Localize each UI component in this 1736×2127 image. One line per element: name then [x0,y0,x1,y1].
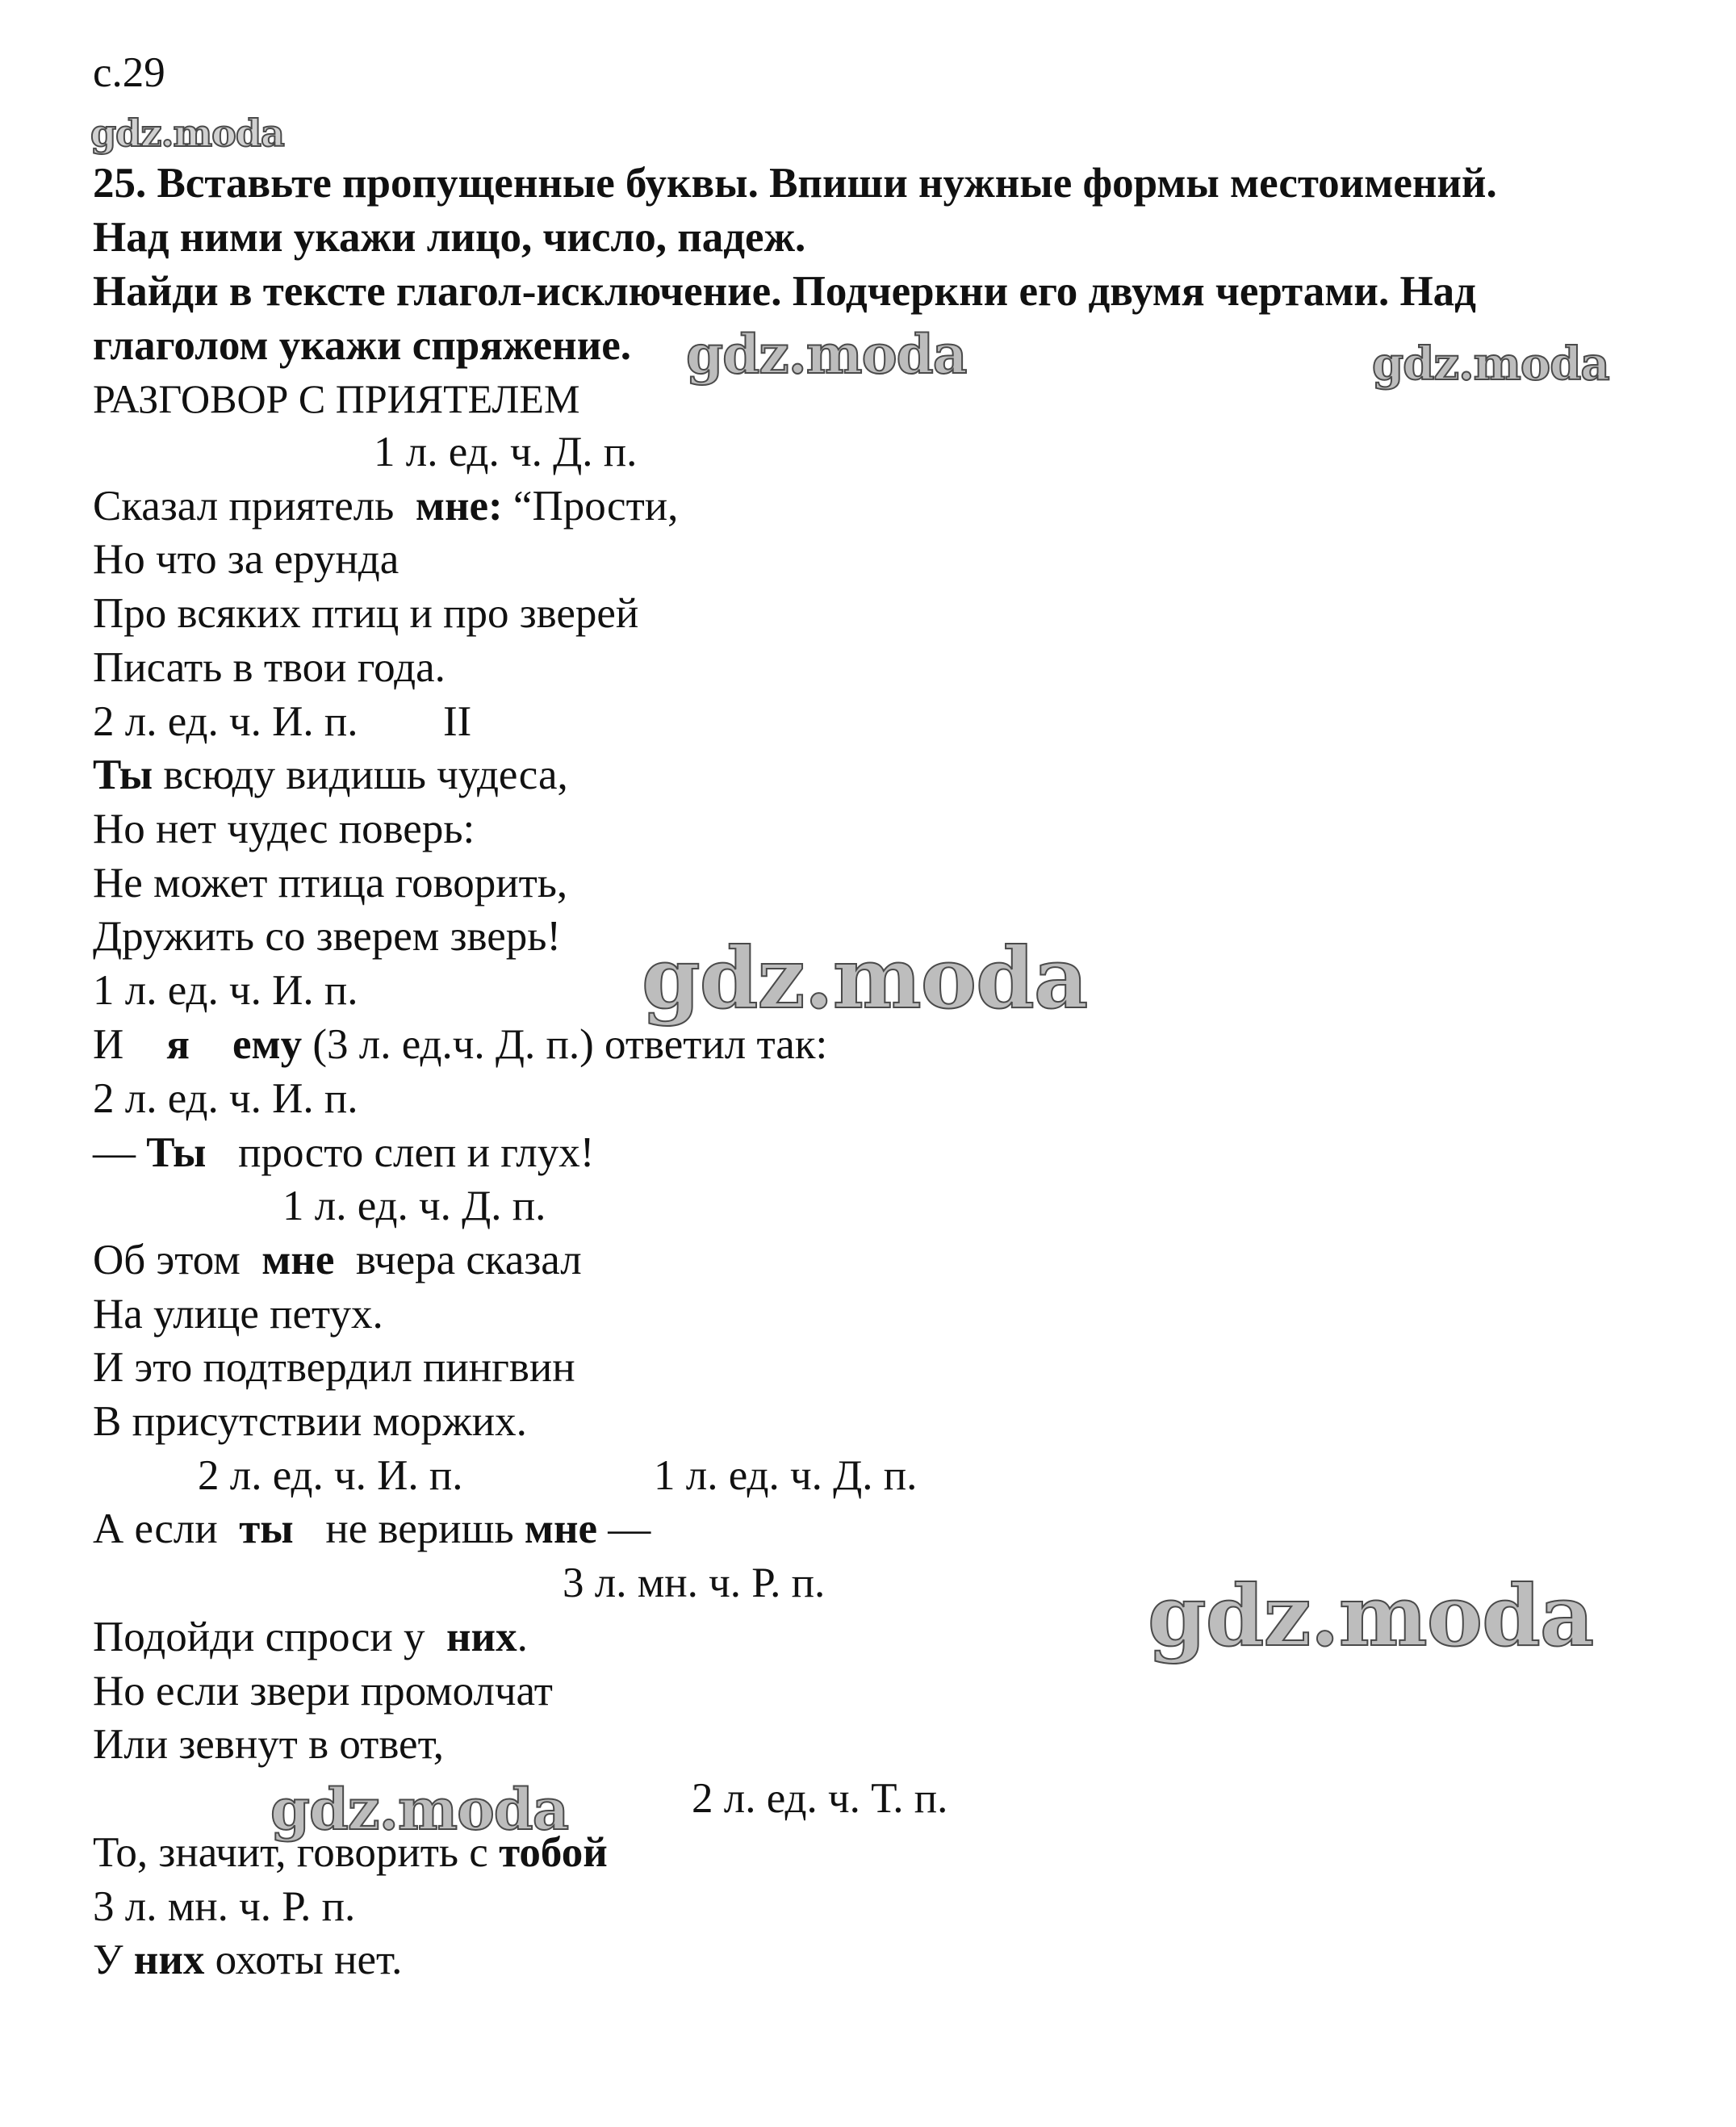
poem-line: Или зевнут в ответ, [93,1721,444,1768]
watermark-logo: gdz.moda [270,1776,569,1843]
pronoun: мне [524,1505,598,1552]
poem-line: Но нет чудес поверь: [93,806,475,852]
poem-line: А если ты не веришь мне — [93,1505,651,1552]
pronoun: мне [261,1237,335,1283]
poem-line: Но если звери промолчат [93,1668,553,1715]
watermark-logo: gdz.moda [1372,337,1609,391]
pronoun: тобой [499,1829,608,1876]
grammar-annotation: 2 л. ед. ч. Т. п. [692,1775,948,1822]
poem-line: Но что за ерунда [93,536,399,583]
poem-line: Об этом мне вчера сказал [93,1237,582,1283]
poem-line: Ты всюду видишь чудеса, [93,752,568,798]
grammar-annotation: 1 л. ед. ч. И. п. [93,967,358,1014]
task-heading-line: Найди в тексте глагол-исключение. Подчеркни его двумя чертами. Над [93,268,1476,315]
grammar-annotation: 2 л. ед. ч. И. п. [198,1452,463,1499]
grammar-annotation: 3 л. мн. ч. Р. п. [93,1883,356,1930]
watermark-logo: gdz.moda [686,323,967,386]
poem-line: Не может птица говорить, [93,860,568,906]
pronoun: них [446,1614,517,1660]
task-heading-line: 25. Вставьте пропущенные буквы. Впиши нужные формы местоимений. [93,160,1497,207]
conjugation-annotation: II [443,698,472,745]
poem-title: РАЗГОВОР С ПРИЯТЕЛЕМ [93,376,580,421]
poem-line: У них охоты нет. [93,1936,403,1983]
watermark-logo: gdz.moda [90,111,284,155]
poem-line: Дружить со зверем зверь! [93,913,562,960]
grammar-annotation: 2 л. ед. ч. И. п. [93,698,358,745]
poem-line: Про всяких птиц и про зверей [93,590,639,637]
page-number: с.29 [93,49,165,96]
task-heading-line: Над ними укажи лицо, число, падеж. [93,214,806,261]
poem-line: На улице петух. [93,1291,383,1338]
grammar-annotation: 2 л. ед. ч. И. п. [93,1075,358,1122]
grammar-annotation: 3 л. мн. ч. Р. п. [563,1560,826,1606]
grammar-annotation: 1 л. ед. ч. Д. п. [374,429,638,475]
grammar-annotation: 1 л. ед. ч. Д. п. [282,1183,546,1229]
grammar-annotation: 1 л. ед. ч. Д. п. [654,1452,918,1499]
pronoun: мне: [415,483,503,530]
pronoun: ему [232,1021,303,1068]
poem-line: — Ты просто слеп и глух! [93,1129,595,1176]
watermark-logo: gdz.moda [1148,1566,1594,1665]
watermark-logo: gdz.moda [642,928,1088,1028]
pronoun: ты [239,1505,294,1552]
pronoun: них [133,1936,205,1983]
task-heading-line: глаголом укажи спряжение. [93,322,632,369]
poem-line: И это подтвердил пингвин [93,1344,575,1391]
poem-line: Сказал приятель мне: “Прости, [93,483,679,530]
poem-line: В присутствии моржих. [93,1398,527,1445]
poem-line: Писать в твои года. [93,644,446,691]
pronoun: Ты [93,752,153,798]
poem-line: Подойди спроси у них. [93,1614,528,1660]
pronoun: я [166,1021,190,1068]
pronoun: Ты [146,1129,207,1176]
poem-line: То, значит, говорить с тобой [93,1829,608,1876]
poem-line: И я ему (3 л. ед.ч. Д. п.) ответил так: [93,1021,828,1068]
